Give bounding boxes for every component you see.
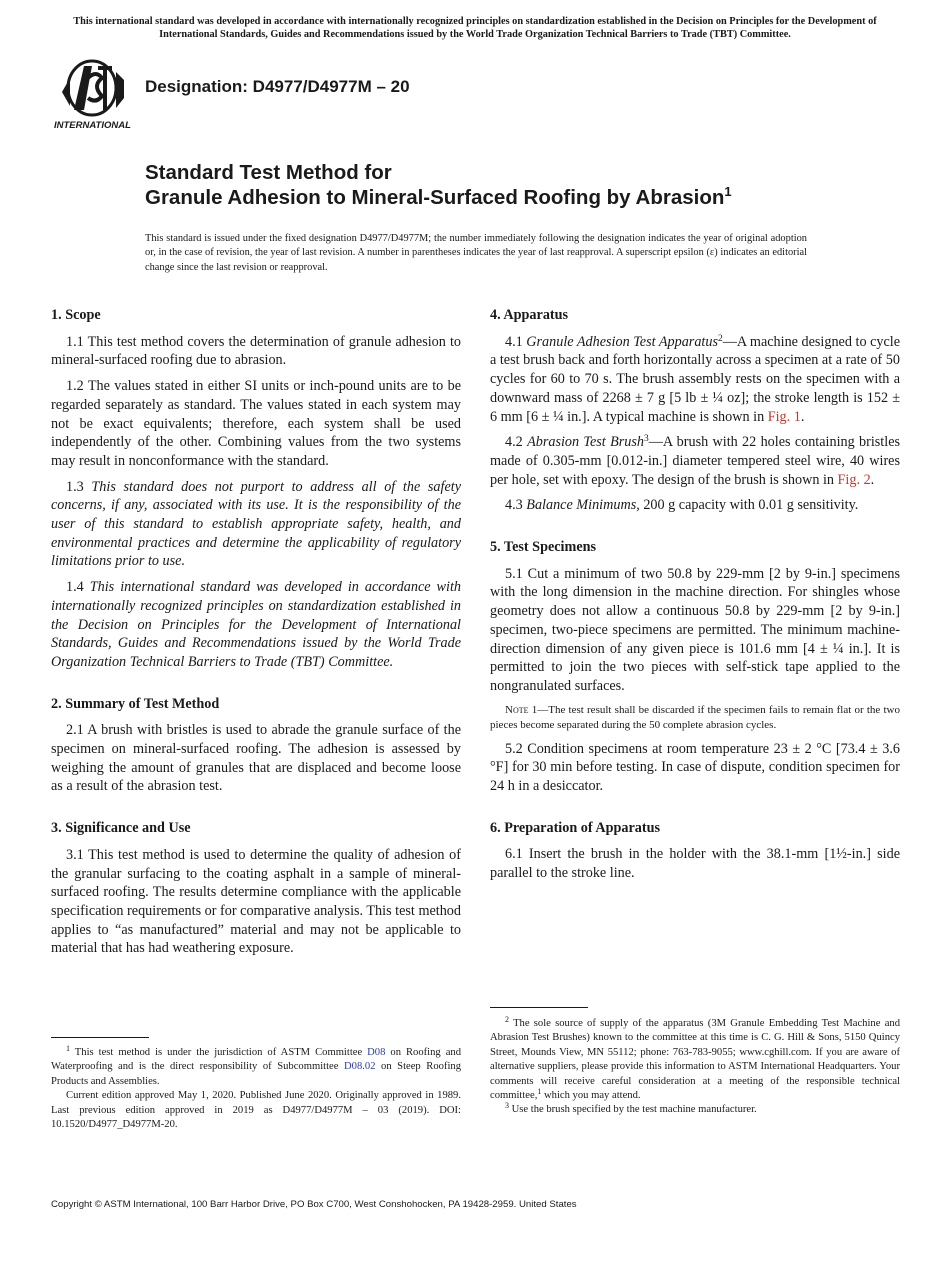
issuance-statement: This standard is issued under the fixed designation D4977/D4977M; the number immediately following the designation indicates the year of original adoption or, in the case of revision, the year of last revision. A number in parentheses indicates the year of last reapproval. A superscript epsilon (ε) indicates an editorial change since the last revision or reapproval. [145,233,807,273]
fig-2-link[interactable]: Fig. 2 [837,471,871,488]
right-column [490,306,900,890]
paragraph-4-3: 4.3 Balance Minimums, 200 g capacity with 0.01 g sensitivity. [505,497,859,514]
paragraph-1-3: 1.3 This standard does not purport to address all of the safety concerns, if any, associated with its use. It is the responsibility of the user of this standard to establish appropriate safety, health, and environmental practices and determine the applicability of regulatory limitations prior to use. [51,478,461,570]
footnote-1: $^1$ This test method is under the jurisdiction of ASTM Committee D08 on Roofing and Waterproofing and is the direct responsibility of Subcommittee D08.02 on Steep Roofing Products and Assemblies. [51,1044,461,1087]
paragraph-2-1: 2.1 A brush with bristles is used to abrade the granule surface of the specimen on mineral-surfaced roofing. The adhesion is assessed by weighing the amount of granules that are displaced and become loose as a result of the abrasion test. [51,722,461,795]
subcommittee-d08-02-link[interactable]: D08.02 [344,1061,376,1073]
svg-text:INTERNATIONAL: INTERNATIONAL [54,120,131,131]
footnote-rule-right [490,1007,588,1008]
footnote-3: $^3$ Use the brush specified by the test machine manufacturer. [505,1101,757,1116]
footnote-2: $^2$ The sole source of supply of the apparatus (3M Granule Embedding Test Machine and Abrasion Test Brushes) known to the committee at this time is C. G. Hill & Sons, 5150 Quincy Street, Mounds View, MN 55112; phone: 763-783-9055; www.cghill.com. If you are aware of alternative suppliers, please provide this information to ASTM International Headquarters. Your comments will receive careful consideration at a meeting of the responsible technical committee,$^1$ which you may attend. [490,1015,900,1102]
standards-notice: This international standard was developed in accordance with internationally recognized principles on standardization established in the Decision on Principles for the Development of International Standards, Guides and Recommendations issued by the World Trade Organization Technical Barriers to Trade (TBT) Committee. [73,16,877,40]
section-heading-scope: 1. Scope [51,307,101,323]
footnote-1-edition: Current edition approved May 1, 2020. Published June 2020. Originally approved in 1989. Last previous edition approved in 2019 as D4977/D4977M – 03 (2019). DOI: 10.1520/D4977_D4977M-20. [51,1090,461,1131]
left-column [51,306,461,965]
paragraph-1-4: 1.4 This international standard was developed in accordance with internationally recognized principles on standardization established in the Decision on Principles for the Development of International Standards, Guides and Recommendations issued by the World Trade Organization Technical Barriers to Trade (TBT) Committee. [51,579,461,670]
designation: Designation: D4977/D4977M – 20 [145,77,410,96]
paragraph-5-1: 5.1 Cut a minimum of two 50.8 by 229-mm [2 by 9-in.] specimens with the long dimension in the machine direction. For shingles whose geometry does not allow a continuous 50.8 by 229-mm [2 by 9-in.] specimen, two-piece specimens are permitted. The minimum machine-direction dimension of any given piece is 101.6 mm [4 ± ¼ in.]. It is permitted to join the two pieces with self-stick tape applied to the nongranulated surfaces. [490,565,900,694]
paragraph-6-1: 6.1 Insert the brush in the holder with the 38.1-mm [1½-in.] side parallel to the stroke line. [490,846,900,882]
footnotes-right [490,1017,900,1118]
title-line-1: Standard Test Method for [145,161,392,184]
section-heading-summary: 2. Summary of Test Method [51,695,220,712]
section-heading-preparation: 6. Preparation of Apparatus [490,819,660,836]
astm-logo [54,58,134,132]
paragraph-5-2: 5.2 Condition specimens at room temperature 23 ± 2 °C [73.4 ± 3.6 °F] for 30 min before testing. In case of dispute, condition specimen for 24 h in a desiccator. [490,740,900,795]
paragraph-3-1: 3.1 This test method is used to determine the quality of adhesion of the granular surfacing to the coating asphalt in a sample of mineral-surfaced roofing. The results determine compliance with the applicable specification requirements or for comparative analysis. This test method applies to “as manufactured” material and may not be applicable to material that has had weathering exposure. [51,846,461,957]
footnotes-left [51,1046,461,1132]
paragraph-1-1: 1.1 This test method covers the determination of granule adhesion to mineral-surfaced roofing due to abrasion. [51,333,461,369]
section-heading-significance: 3. Significance and Use [51,820,191,837]
fig-1-link[interactable]: Fig. 1 [767,408,801,425]
document-title [145,160,865,210]
copyright-line: Copyright © ASTM International, 100 Barr Harbor Drive, PO Box C700, West Conshohocken, PA 19428-2959. United States [51,1199,577,1210]
committee-d08-link[interactable]: D08 [367,1047,386,1058]
astm-logo-icon [54,58,134,132]
section-heading-specimens: 5. Test Specimens [490,539,597,556]
footnote-rule-left [51,1037,149,1038]
title-line-2: Granule Adhesion to Mineral-Surfaced Roofing by Abrasion$^1$ [145,184,732,209]
title-footnote-mark: 1 [724,184,732,199]
section-heading-apparatus: 4. Apparatus [490,307,569,323]
paragraph-4-1: 4.1 Granule Adhesion Test Apparatus$^2$—A machine designed to cycle a test brush back and forth horizontally across a specimen at a rate of 50 cycles for 60 to 70 s. The brush assembly rests on the specimen with a downward mass of 2268 ± 7 g [5 lb ± ¼ oz]; the stroke length is 152 ± 6 mm [6 ± ¼ in.]. A typical machine is shown in Fig. 1. [490,333,901,425]
paragraph-1-2: 1.2 The values stated in either SI units or inch-pound units are to be regarded separately as standard. The values stated in each system may not be exact equivalents; therefore, each system shall be used independently of the other. Combining values from the two systems may result in nonconformance with the standard. [51,378,461,469]
paragraph-4-2: 4.2 Abrasion Test Brush$^3$—A brush with 22 holes containing bristles made of 0.305-mm [0.012-in.] diameter tempered steel wire, 40 wires per hole, set with epoxy. The design of the brush is shown in Fig. 2. [490,434,901,488]
note-1: Note 1—The test result shall be discarded if the specimen fails to remain flat or the two pieces become separated during the 50 complete abrasion cycles. [490,703,900,731]
